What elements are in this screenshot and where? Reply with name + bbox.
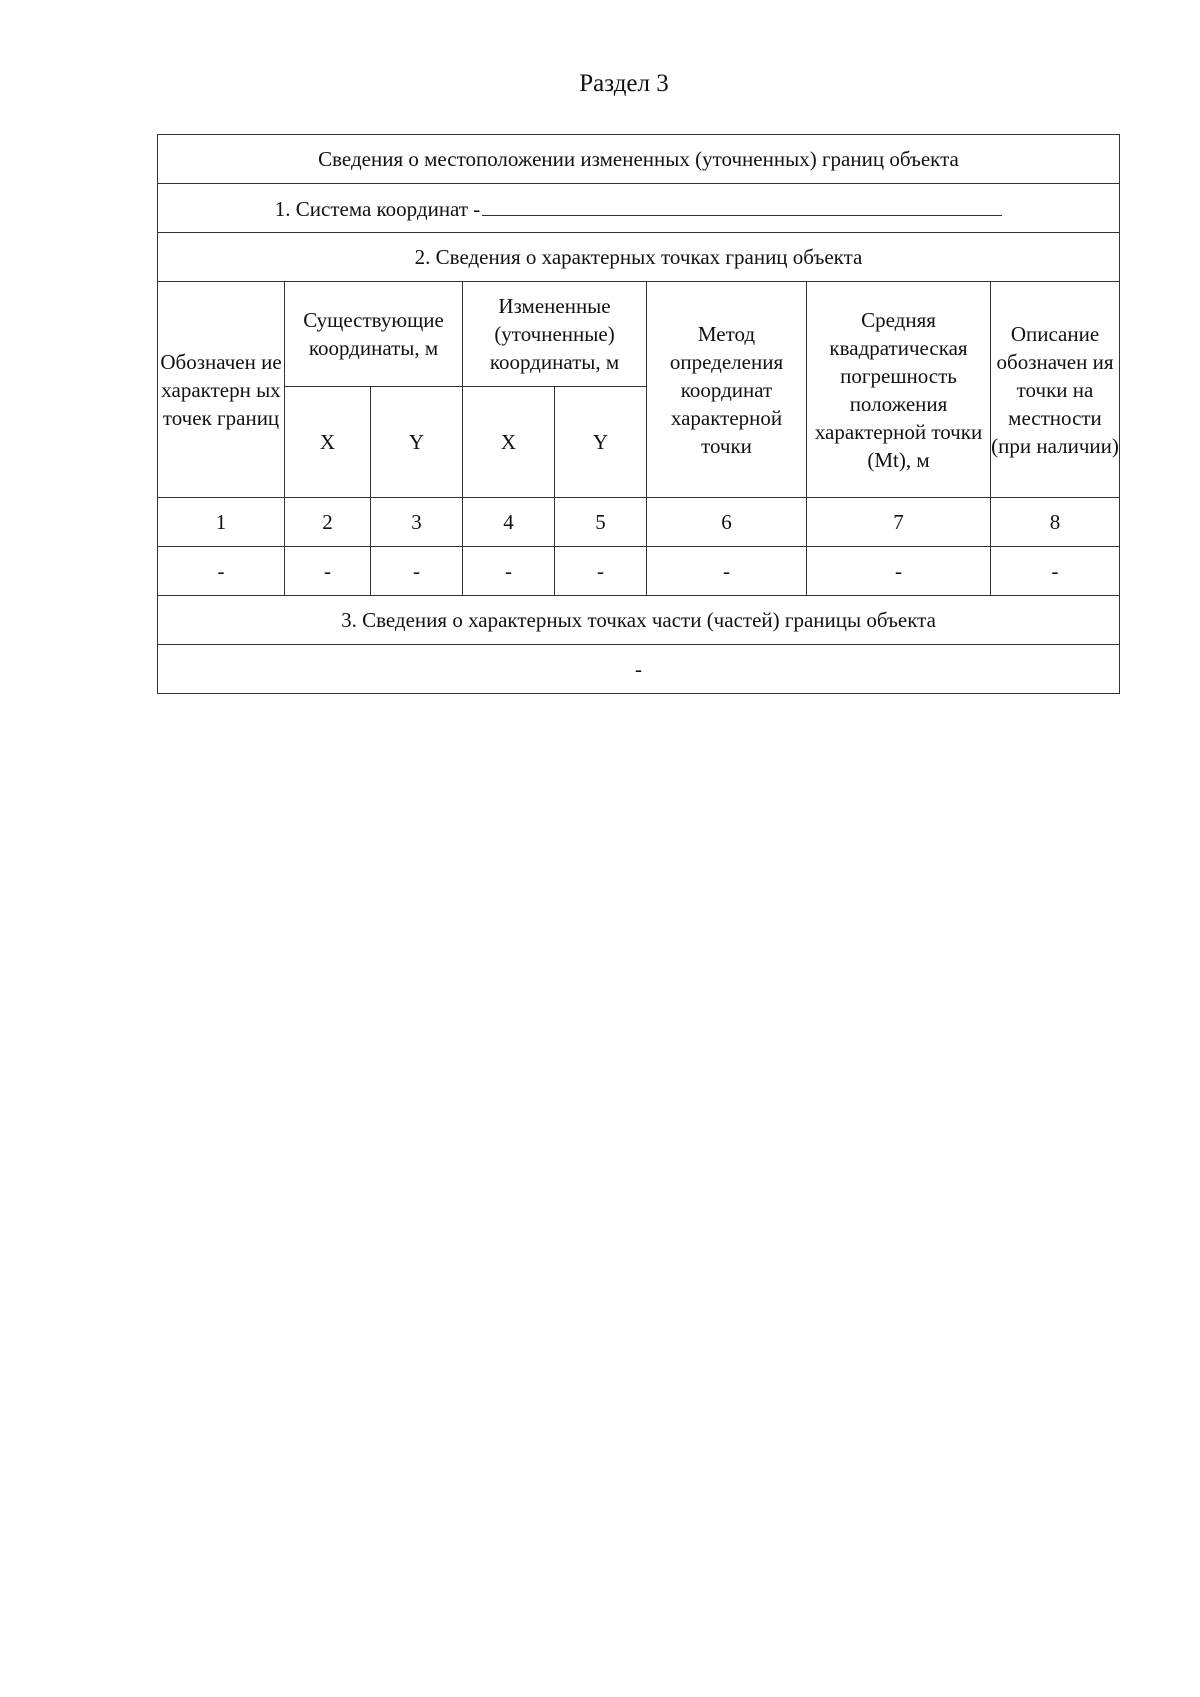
column-number: 7 [807,498,991,547]
header-changed-y: Y [555,387,647,498]
boundary-part-points-heading: 3. Сведения о характерных точках части (частей) границы объекта [158,596,1120,645]
table-title: Сведения о местоположении измененных (уточненных) границ объекта [158,135,1120,184]
boundary-points-table [157,134,1120,694]
table-cell: - [647,547,807,596]
header-mean-error: Средняя квадратическая погрешность положения характерной точки (Mt), м [807,282,991,498]
coordinate-system-blank [482,193,1002,216]
header-existing-y: Y [371,387,463,498]
table-cell: - [807,547,991,596]
table-cell: - [463,547,555,596]
coordinate-system-row [158,184,1120,233]
column-number: 1 [158,498,285,547]
header-changed-coordinates: Измененные (уточненные) координаты, м [463,282,647,387]
column-number: 3 [371,498,463,547]
table-cell: - [555,547,647,596]
table-cell: - [285,547,371,596]
column-number: 2 [285,498,371,547]
header-point-description: Описание обозначен ия точки на местности (при наличии) [991,282,1120,498]
table-cell: - [158,547,285,596]
boundary-part-points-value: - [158,645,1120,694]
header-existing-x: X [285,387,371,498]
coordinate-system-label: 1. Система координат - [274,197,481,221]
column-number: 5 [555,498,647,547]
column-number: 6 [647,498,807,547]
table-row [158,547,1120,596]
table-cell: - [991,547,1120,596]
boundary-points-heading: 2. Сведения о характерных точках границ объекта [158,233,1120,282]
table-cell: - [371,547,463,596]
header-changed-x: X [463,387,555,498]
column-number: 8 [991,498,1120,547]
header-method: Метод определения координат характерной точки [647,282,807,498]
column-numbers-row [158,498,1120,547]
section-title: Раздел 3 [579,70,669,97]
header-existing-coordinates: Существующие координаты, м [285,282,463,387]
column-number: 4 [463,498,555,547]
header-point-designation: Обозначен ие характерн ых точек границ [158,282,285,498]
